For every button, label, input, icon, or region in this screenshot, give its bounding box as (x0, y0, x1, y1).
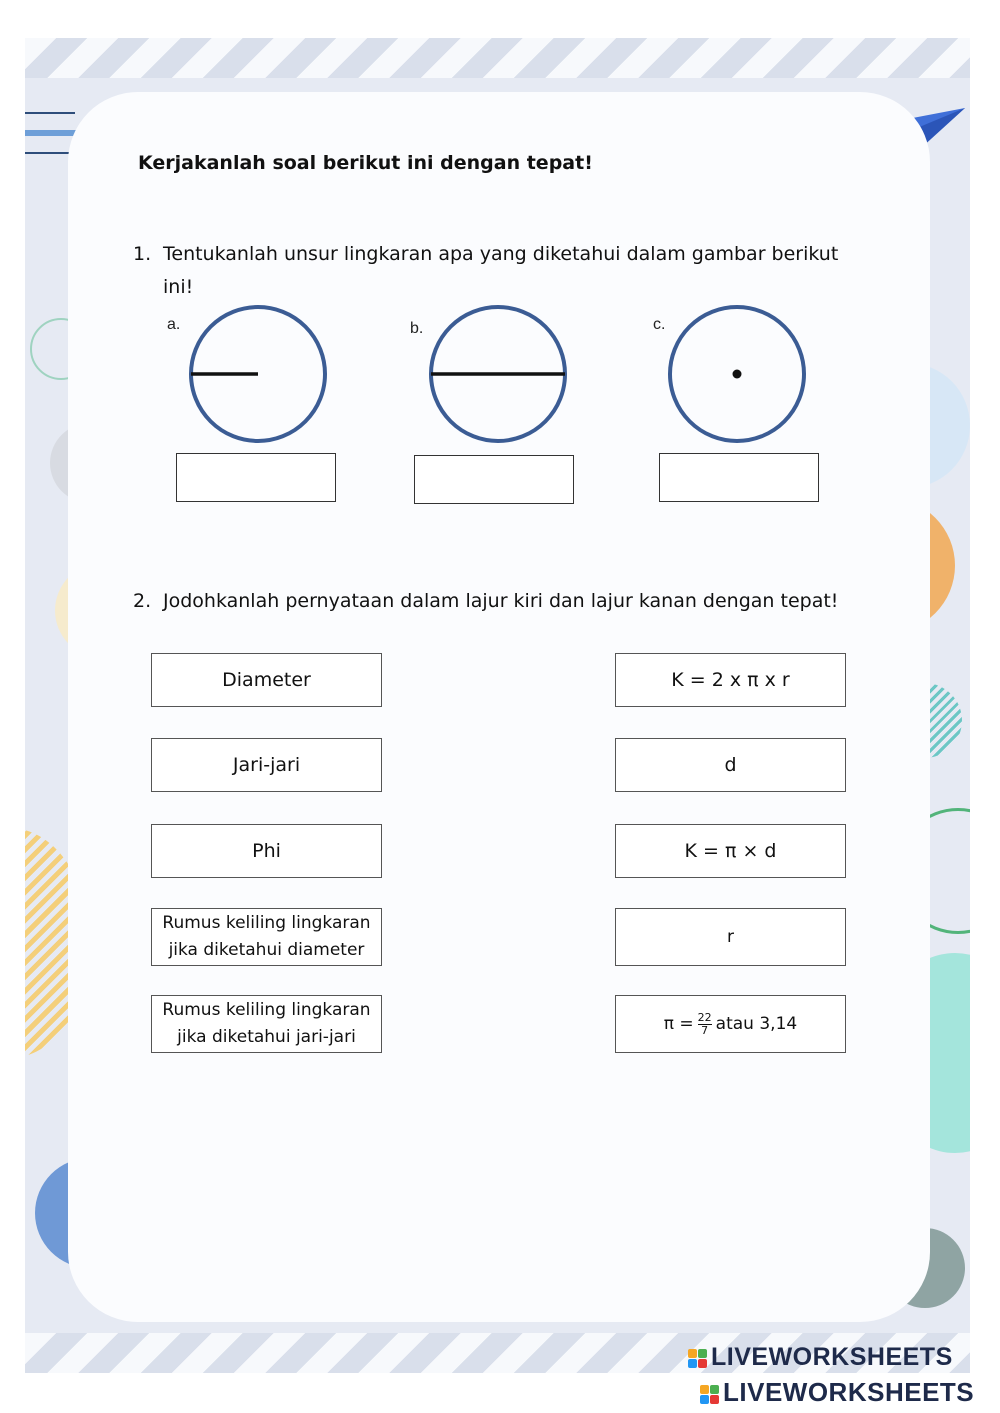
match-left-keliling-diameter[interactable] (151, 908, 382, 966)
question-number: 1. (133, 243, 152, 265)
pi-prefix: π = (663, 1013, 694, 1034)
fraction-22-7 (698, 1012, 712, 1037)
pi-suffix: atau 3,14 (715, 1013, 798, 1034)
answer-input-a[interactable] (176, 453, 336, 502)
fraction-numerator: 22 (697, 1010, 712, 1024)
answer-input-c[interactable] (659, 453, 819, 502)
match-right-d[interactable]: d (615, 738, 846, 792)
match-right-r[interactable]: r (615, 908, 846, 966)
match-left-phi[interactable]: Phi (151, 824, 382, 878)
instruction-heading: Kerjakanlah soal berikut ini dengan tepat! (138, 152, 593, 174)
figure-label-c: c. (653, 316, 666, 333)
match-right-keliling-pid[interactable]: K = π × d (615, 824, 846, 878)
circle-radius-figure (185, 302, 333, 450)
top-stripe-border (25, 38, 970, 78)
watermark-text: LIVEWORKSHEETS (723, 1377, 975, 1407)
match-right-pi-value[interactable] (615, 995, 846, 1053)
figure-label-a: a. (167, 316, 181, 333)
question-number: 2. (133, 590, 152, 612)
watermark-text: LIVEWORKSHEETS (711, 1343, 953, 1371)
question-text: Tentukanlah unsur lingkaran apa yang diketahui dalam gambar berikut ini! (163, 243, 839, 298)
match-text-line: jika diketahui jari-jari (177, 1027, 356, 1047)
match-left-diameter[interactable]: Diameter (151, 653, 382, 707)
circle-center-figure (664, 302, 812, 450)
circle-diameter-figure (425, 302, 573, 450)
match-text-line: Rumus keliling lingkaran (162, 913, 371, 933)
match-text-line: Rumus keliling lingkaran (162, 1000, 371, 1020)
question-text: Jodohkanlah pernyataan dalam lajur kiri dan lajur kanan dengan tepat! (163, 590, 839, 612)
match-left-keliling-jari-jari[interactable] (151, 995, 382, 1053)
match-text-line: jika diketahui diameter (168, 940, 365, 960)
liveworksheets-watermark (688, 1343, 953, 1372)
liveworksheets-watermark (700, 1377, 974, 1408)
answer-input-b[interactable] (414, 455, 574, 504)
match-left-jari-jari[interactable]: Jari-jari (151, 738, 382, 792)
liveworksheets-logo-icon (700, 1385, 719, 1404)
figure-label-b: b. (410, 320, 424, 337)
fraction-denominator: 7 (701, 1023, 709, 1037)
match-right-keliling-2pir[interactable]: K = 2 x π x r (615, 653, 846, 707)
liveworksheets-logo-icon (688, 1349, 707, 1368)
